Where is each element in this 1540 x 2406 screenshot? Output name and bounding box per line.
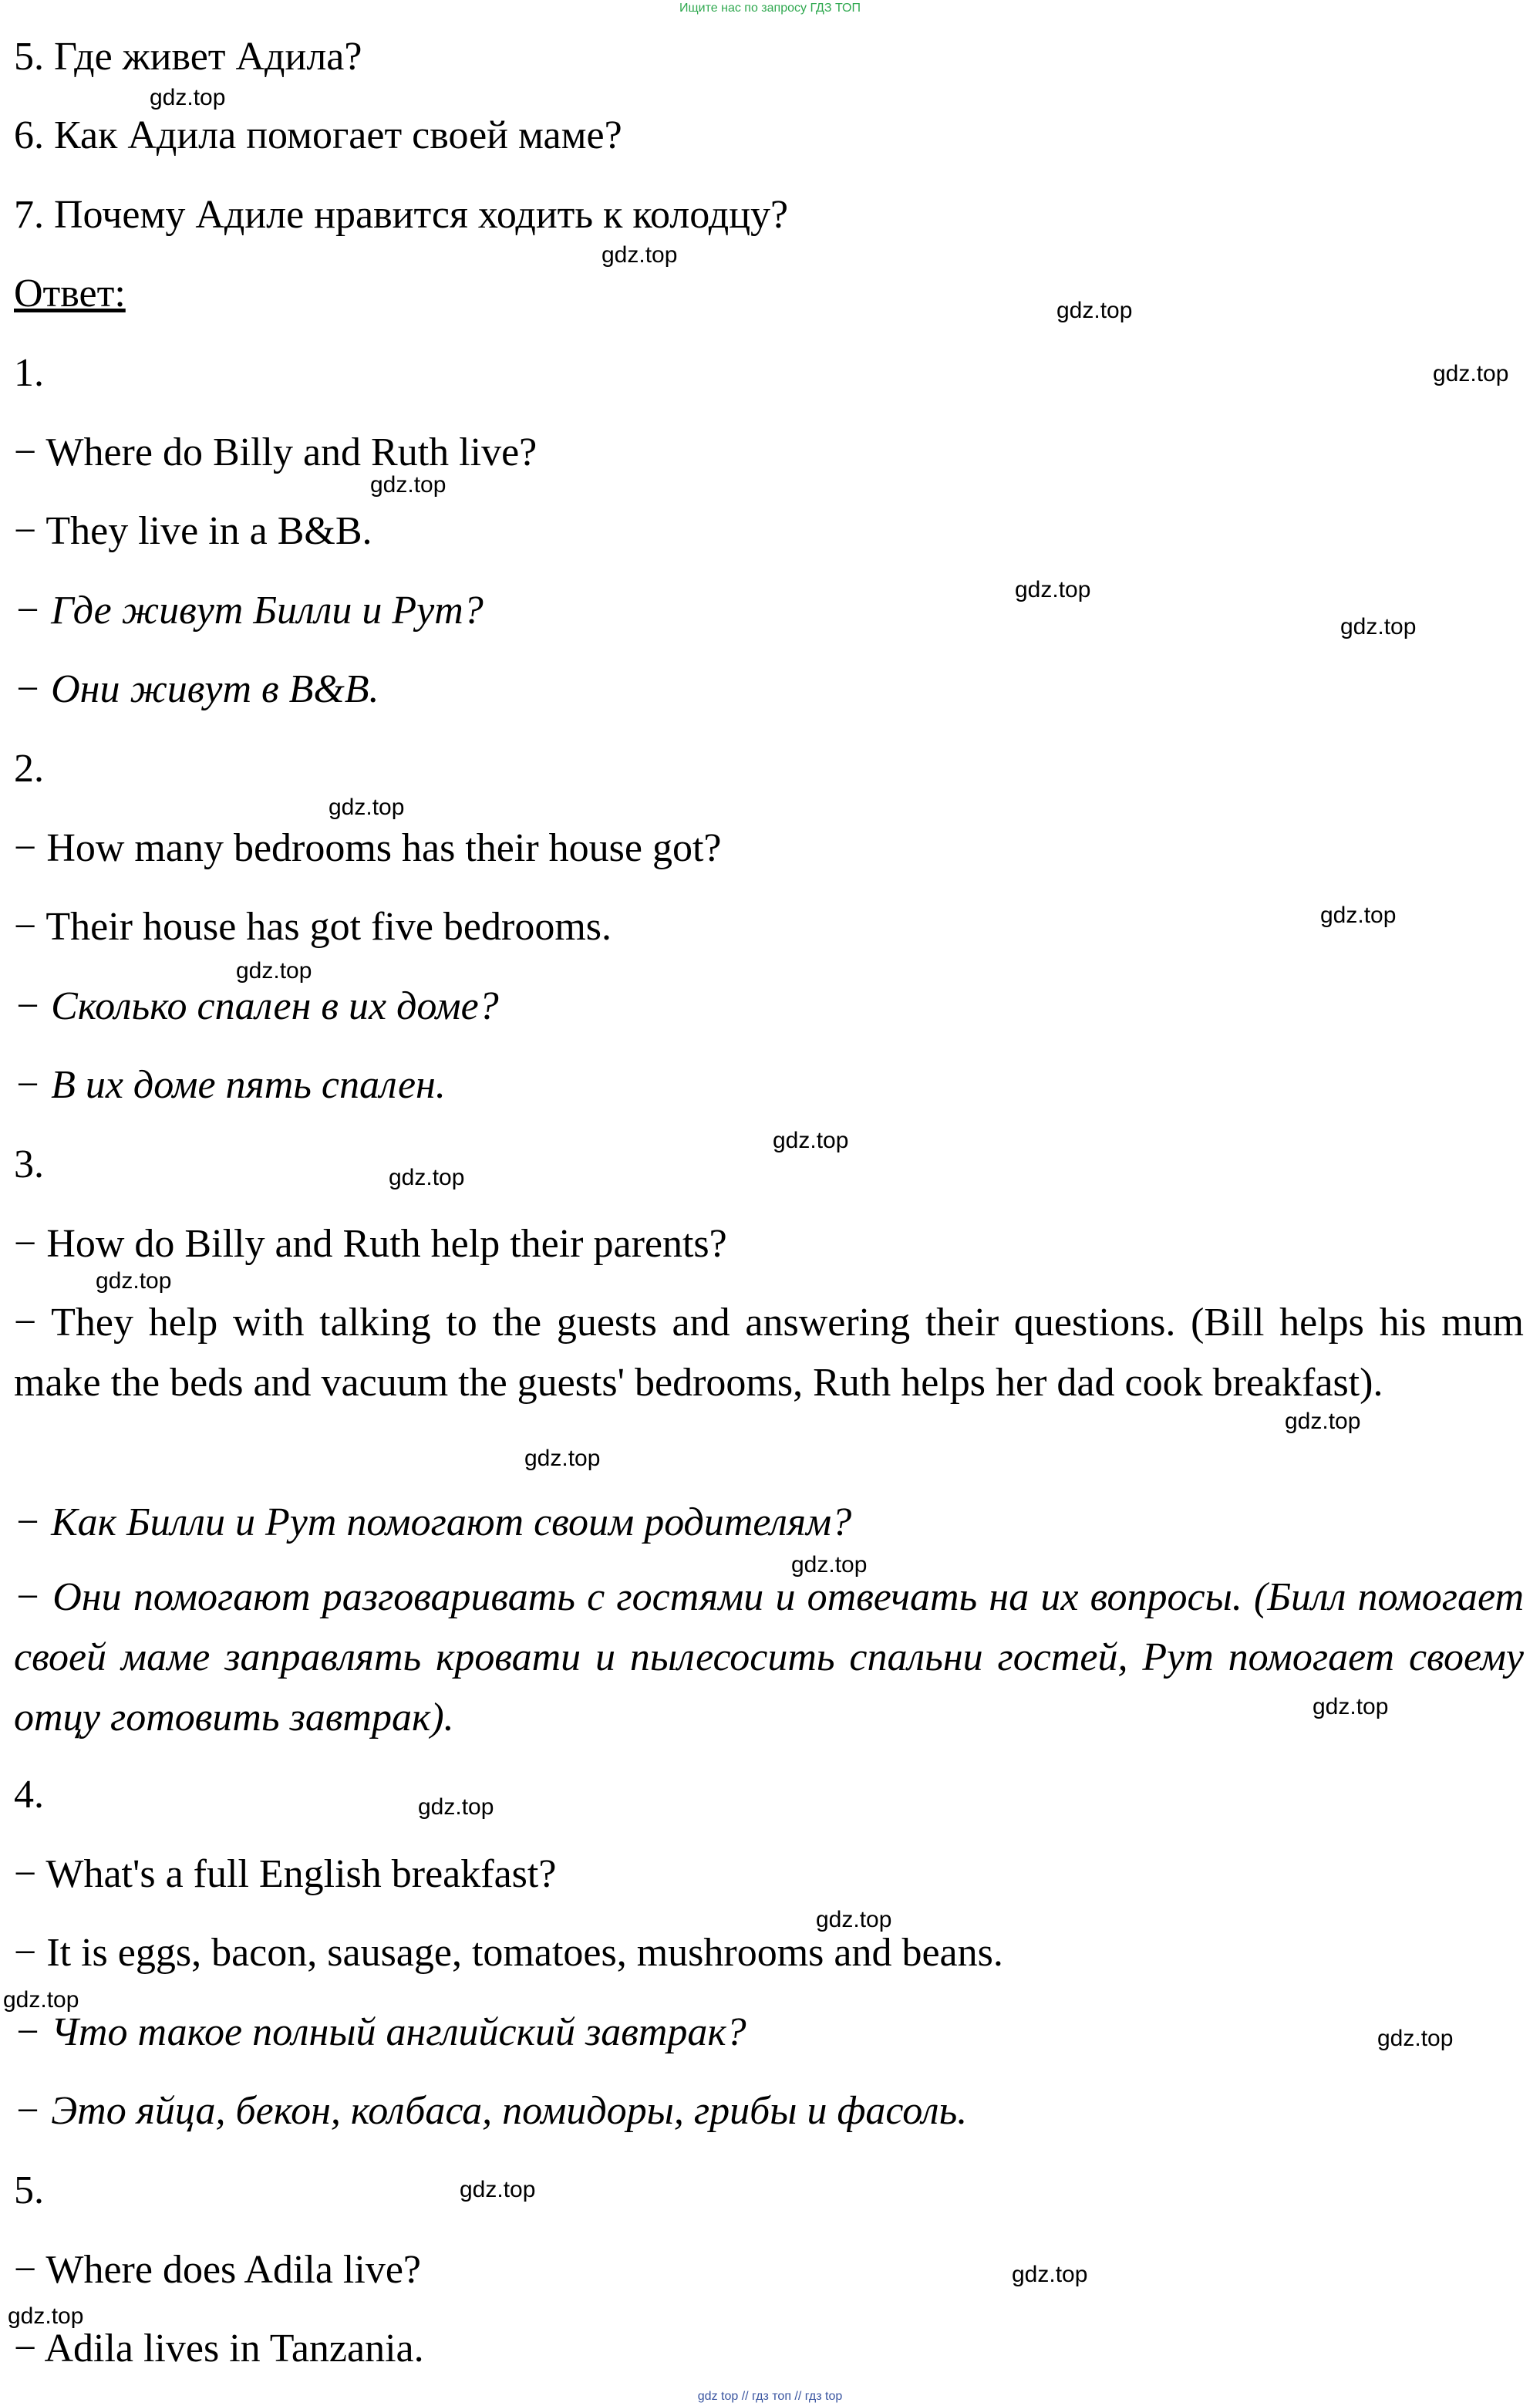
item-5-answer-en: − Adila lives in Tanzania.: [14, 2327, 424, 2371]
watermark: gdz.top: [96, 1268, 172, 1294]
watermark: gdz.top: [816, 1907, 892, 1932]
watermark: gdz.top: [1433, 361, 1509, 386]
item-number-5: 5.: [14, 2168, 44, 2212]
watermark: gdz.top: [524, 1446, 601, 1471]
item-number-3: 3.: [14, 1142, 44, 1186]
watermark: gdz.top: [460, 2177, 536, 2202]
watermark: gdz.top: [1056, 298, 1133, 323]
watermark: gdz.top: [236, 958, 312, 984]
item-1-answer-ru: − Они живут в B&B.: [14, 667, 379, 711]
watermark: gdz.top: [1377, 2026, 1454, 2051]
watermark: gdz.top: [418, 1794, 494, 1820]
watermark: gdz.top: [791, 1552, 868, 1578]
watermark: gdz.top: [150, 85, 226, 110]
watermark: gdz.top: [602, 242, 678, 268]
item-3-answer-ru: − Они помогают разговаривать с гостями и отвечать на их вопросы. (Билл помогает своей маме заправлять кровати и пылесосить спальни гостей, Рут помогает своему отцу готовить завтрак).: [14, 1575, 1524, 1740]
item-1-answer-en: − They live in a B&B.: [14, 509, 372, 553]
item-3-answer-en: − They help with talking to the guests and answering their questions. (Bill helps his mum make the beds and vacuum the guests' bedrooms, Ruth helps her dad cook breakfast).: [14, 1301, 1524, 1405]
item-2-answer-en: − Their house has got five bedrooms.: [14, 905, 612, 949]
watermark: gdz.top: [1320, 903, 1397, 928]
item-number-1: 1.: [14, 351, 44, 395]
item-4-answer-ru: − Это яйца, бекон, колбаса, помидоры, грибы и фасоль.: [14, 2089, 968, 2133]
item-2-question-en: − How many bedrooms has their house got?: [14, 826, 722, 870]
item-number-4: 4.: [14, 1773, 44, 1817]
watermark: gdz.top: [1015, 577, 1091, 602]
watermark: gdz.top: [8, 2303, 84, 2329]
item-3-question-ru: − Как Билли и Рут помогают своим родителям?: [14, 1500, 852, 1544]
item-1-question-en: − Where do Billy and Ruth live?: [14, 430, 537, 474]
question-6: 6. Как Адила помогает своей маме?: [14, 113, 622, 157]
question-7: 7. Почему Адиле нравится ходить к колодцу?: [14, 193, 789, 237]
top-banner: Ищите нас по запросу ГДЗ ТОП: [679, 2, 861, 15]
item-3-question-en: − How do Billy and Ruth help their parents?: [14, 1222, 727, 1266]
item-2-answer-ru: − В их доме пять спален.: [14, 1063, 446, 1107]
watermark: gdz.top: [389, 1165, 465, 1190]
answer-heading: Ответ:: [14, 272, 126, 316]
item-4-answer-en: − It is eggs, bacon, sausage, tomatoes, mushrooms and beans.: [14, 1931, 1003, 1975]
watermark: gdz.top: [3, 1987, 79, 2013]
watermark: gdz.top: [370, 472, 446, 498]
watermark: gdz.top: [1340, 614, 1417, 639]
watermark: gdz.top: [1313, 1694, 1389, 1719]
footer: gdz top // гдз топ // гдз top: [697, 2390, 843, 2403]
watermark: gdz.top: [1012, 2262, 1088, 2287]
item-2-question-ru: − Сколько спален в их доме?: [14, 984, 499, 1028]
watermark: gdz.top: [1285, 1409, 1361, 1434]
item-5-question-en: − Where does Adila live?: [14, 2248, 421, 2292]
item-1-question-ru: − Где живут Билли и Рут?: [14, 589, 484, 633]
watermark: gdz.top: [329, 795, 405, 820]
item-4-question-en: − What's a full English breakfast?: [14, 1852, 557, 1896]
item-4-question-ru: − Что такое полный английский завтрак?: [14, 2010, 746, 2054]
item-number-2: 2.: [14, 747, 44, 791]
watermark: gdz.top: [773, 1128, 849, 1153]
question-5: 5. Где живет Адила?: [14, 35, 362, 79]
